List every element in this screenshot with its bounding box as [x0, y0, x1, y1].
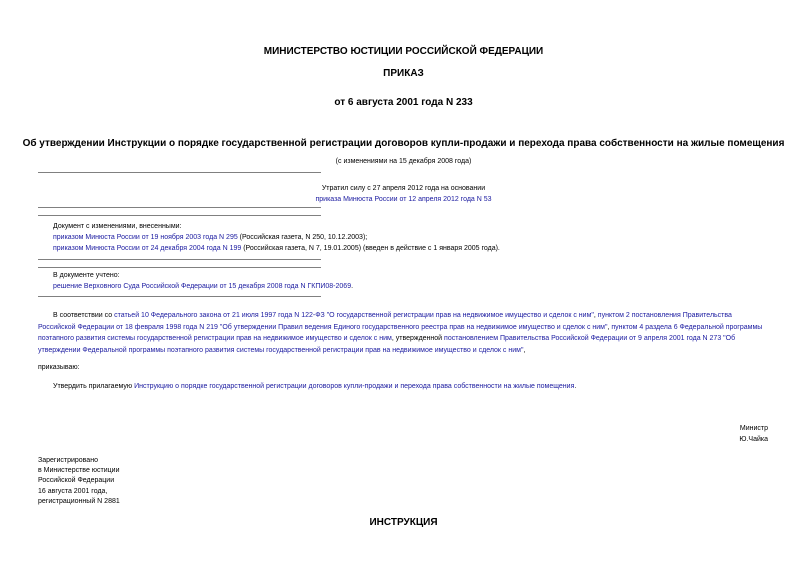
document-date-number: от 6 августа 2001 года N 233: [334, 97, 473, 108]
divider: [38, 207, 321, 208]
law-link[interactable]: статьей 10 Федерального закона от 21 июля 1997 года N 122-ФЗ "О государственной регистрации прав на недвижимое имущество и сделок с ним": [114, 312, 594, 319]
divider: [38, 215, 321, 216]
considered-label: В документе учтено:: [53, 272, 120, 279]
amendment-source: (Российская газета, N 250, 10.12.2003);: [237, 234, 368, 241]
signatory-name: Ю.Чайка: [739, 436, 768, 443]
preamble-paragraph: [38, 310, 768, 356]
preamble-text: , утвержденной: [391, 335, 445, 342]
approve-text: .: [574, 383, 577, 390]
order-word: приказываю:: [38, 364, 80, 371]
amendment-source: (Российская газета, N 7, 19.01.2005) (введен в действие с 1 января 2005 года).: [241, 245, 500, 252]
document-type: ПРИКАЗ: [383, 68, 424, 79]
repeal-status: Утратил силу с 27 апреля 2012 года на основании: [321, 185, 486, 192]
registration-number: регистрационный N 2881: [38, 498, 120, 505]
amendment-link[interactable]: приказом Минюста России от 19 ноября 2003 года N 295: [53, 234, 238, 241]
amendment-item: [53, 243, 500, 254]
preamble-text: ,: [593, 312, 598, 319]
resolution-link[interactable]: пунктом 2 постановления Правительства Российской Федерации от 18 февраля 1998 года N 219 "Об утверждении Правил ведения Единого государственного реестра прав на недвижимое имущество и сделок с ним": [38, 312, 732, 331]
amendments-label: Документ с изменениями, внесенными:: [53, 223, 182, 230]
amendment-link[interactable]: приказом Минюста России от 24 декабря 2004 года N 199: [53, 245, 242, 252]
program-link[interactable]: пунктом 4 раздела 6 Федеральной программы поэтапного развития системы государственной регистрации прав на недвижимое имущество и сделок с ним: [38, 323, 763, 342]
divider: [38, 267, 321, 268]
approve-paragraph: [53, 381, 576, 392]
document-title: Об утверждении Инструкции о порядке государственной регистрации договоров купли-продажи и перехода права собственности на жилые помещения: [22, 138, 785, 149]
changes-note: (с изменениями на 15 декабря 2008 года): [335, 158, 472, 165]
registration-line: в Министерстве юстиции: [38, 467, 120, 474]
registration-date: 16 августа 2001 года,: [38, 488, 108, 495]
preamble-text: ,: [523, 346, 526, 354]
preamble-text: ,: [607, 323, 612, 331]
ministry-name: МИНИСТЕРСТВО ЮСТИЦИИ РОССИЙСКОЙ ФЕДЕРАЦИИ: [263, 46, 544, 57]
punctuation: .: [351, 283, 354, 290]
signatory-position: Министр: [739, 425, 768, 432]
divider: [38, 296, 321, 297]
registration-line: Зарегистрировано: [38, 457, 98, 464]
registration-line: Российской Федерации: [38, 477, 115, 484]
instruction-link[interactable]: Инструкцию о порядке государственной регистрации договоров купли-продажи и перехода права собственности на жилые помещения: [134, 383, 575, 390]
government-resolution-link[interactable]: постановлением Правительства Российской Федерации от 9 апреля 2001 года N 273 "Об утверждении Федеральной программы поэтапного развития системы государственной регистрации прав на недвижимое имущество и сделок с ним": [38, 335, 736, 354]
court-decision-link[interactable]: решение Верховного Суда Российской Федерации от 15 декабря 2008 года N ГКПИ08-2069: [53, 283, 352, 290]
approve-text: Утвердить прилагаемую: [53, 383, 135, 390]
amendment-item: [53, 232, 367, 243]
divider: [38, 172, 321, 173]
considered-item: [53, 281, 353, 292]
instruction-heading: ИНСТРУКЦИЯ: [369, 517, 438, 528]
repeal-link[interactable]: приказа Минюста России от 12 апреля 2012 года N 53: [315, 196, 492, 203]
preamble-text: В соответствии со: [53, 312, 115, 319]
divider: [38, 259, 321, 260]
